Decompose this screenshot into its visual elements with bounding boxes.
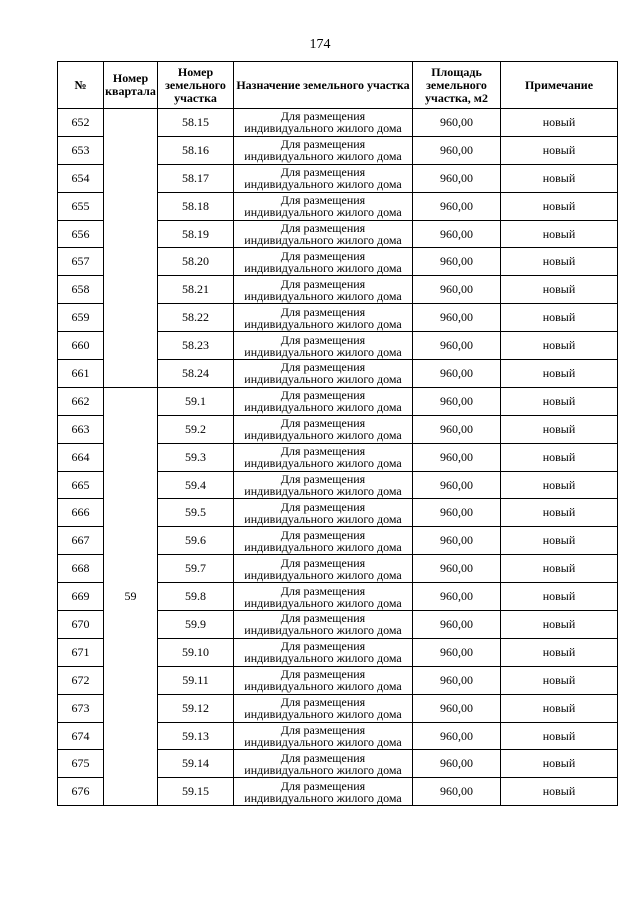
area-value: 960,00 xyxy=(413,304,501,332)
purpose-line-1: Для размещения xyxy=(280,667,366,682)
header-plot: Номер земельного участка xyxy=(158,62,234,109)
note-value: новый xyxy=(501,555,618,583)
area-value: 960,00 xyxy=(413,611,501,639)
area-value: 960,00 xyxy=(413,276,501,304)
purpose-cell xyxy=(234,248,413,276)
purpose-line-1: Для размещения xyxy=(280,360,366,375)
note-value: новый xyxy=(501,415,618,443)
row-number: 657 xyxy=(58,248,104,276)
purpose-line-2: индивидуального жилого дома xyxy=(244,121,402,136)
note-value: новый xyxy=(501,136,618,164)
table-body xyxy=(58,109,618,806)
area-value: 960,00 xyxy=(413,638,501,666)
purpose-line-2: индивидуального жилого дома xyxy=(244,428,402,443)
purpose-line-2: индивидуального жилого дома xyxy=(244,623,402,638)
row-number: 659 xyxy=(58,304,104,332)
area-value: 960,00 xyxy=(413,136,501,164)
purpose-line-1: Для размещения xyxy=(280,527,366,542)
purpose-cell xyxy=(234,220,413,248)
purpose-line-2: индивидуального жилого дома xyxy=(244,372,402,387)
block-number: 59 xyxy=(104,387,158,805)
note-value: новый xyxy=(501,666,618,694)
area-value: 960,00 xyxy=(413,583,501,611)
purpose-cell xyxy=(234,276,413,304)
area-value: 960,00 xyxy=(413,527,501,555)
purpose-cell xyxy=(234,304,413,332)
purpose-line-1: Для размещения xyxy=(280,778,366,793)
purpose-cell xyxy=(234,499,413,527)
purpose-line-2: индивидуального жилого дома xyxy=(244,177,402,192)
purpose-line-2: индивидуального жилого дома xyxy=(244,790,402,805)
row-number: 655 xyxy=(58,192,104,220)
purpose-line-2: индивидуального жилого дома xyxy=(244,651,402,666)
purpose-cell xyxy=(234,332,413,360)
area-value: 960,00 xyxy=(413,415,501,443)
area-value: 960,00 xyxy=(413,332,501,360)
note-value: новый xyxy=(501,583,618,611)
note-value: новый xyxy=(501,304,618,332)
purpose-line-1: Для размещения xyxy=(280,555,366,570)
purpose-cell xyxy=(234,192,413,220)
plot-number: 59.11 xyxy=(158,666,234,694)
page-number: 174 xyxy=(309,37,331,52)
purpose-line-1: Для размещения xyxy=(280,221,366,235)
row-number: 665 xyxy=(58,471,104,499)
area-value: 960,00 xyxy=(413,471,501,499)
purpose-line-2: индивидуального жилого дома xyxy=(244,456,402,471)
plot-number: 59.14 xyxy=(158,750,234,778)
purpose-line-1: Для размещения xyxy=(280,248,366,263)
header-block: Номер квартала xyxy=(104,62,158,109)
purpose-line-1: Для размещения xyxy=(280,639,366,654)
note-value: новый xyxy=(501,109,618,137)
header-area: Площадь земельного участка, м2 xyxy=(413,62,501,109)
plot-number: 59.4 xyxy=(158,471,234,499)
row-number: 667 xyxy=(58,527,104,555)
header-row xyxy=(58,62,618,109)
note-value: новый xyxy=(501,638,618,666)
purpose-cell xyxy=(234,638,413,666)
row-number: 671 xyxy=(58,638,104,666)
plot-number: 58.17 xyxy=(158,164,234,192)
purpose-cell xyxy=(234,360,413,388)
note-value: новый xyxy=(501,276,618,304)
purpose-line-1: Для размещения xyxy=(280,472,366,487)
purpose-line-2: индивидуального жилого дома xyxy=(244,735,402,750)
note-value: новый xyxy=(501,611,618,639)
purpose-line-1: Для размещения xyxy=(280,137,366,152)
area-value: 960,00 xyxy=(413,750,501,778)
header-purpose: Назначение земельного участка xyxy=(234,62,413,109)
plot-number: 58.15 xyxy=(158,109,234,137)
note-value: новый xyxy=(501,527,618,555)
note-value: новый xyxy=(501,164,618,192)
area-value: 960,00 xyxy=(413,192,501,220)
plot-number: 59.9 xyxy=(158,611,234,639)
purpose-line-2: индивидуального жилого дома xyxy=(244,316,402,331)
row-number: 675 xyxy=(58,750,104,778)
purpose-line-2: индивидуального жилого дома xyxy=(244,707,402,722)
plot-number: 58.19 xyxy=(158,220,234,248)
row-number: 673 xyxy=(58,694,104,722)
plot-number: 58.23 xyxy=(158,332,234,360)
area-value: 960,00 xyxy=(413,694,501,722)
purpose-line-2: индивидуального жилого дома xyxy=(244,762,402,777)
purpose-cell xyxy=(234,666,413,694)
purpose-line-1: Для размещения xyxy=(280,193,366,208)
note-value: новый xyxy=(501,499,618,527)
purpose-line-2: индивидуального жилого дома xyxy=(244,400,402,415)
area-value: 960,00 xyxy=(413,555,501,583)
purpose-line-2: индивидуального жилого дома xyxy=(244,679,402,694)
purpose-line-2: индивидуального жилого дома xyxy=(244,233,402,247)
plot-number: 59.10 xyxy=(158,638,234,666)
plot-number: 58.20 xyxy=(158,248,234,276)
purpose-line-2: индивидуального жилого дома xyxy=(244,595,402,610)
header-num: № xyxy=(58,62,104,109)
purpose-cell xyxy=(234,415,413,443)
row-number: 652 xyxy=(58,109,104,137)
row-number: 662 xyxy=(58,387,104,415)
table-header xyxy=(58,62,618,109)
purpose-line-1: Для размещения xyxy=(280,416,366,431)
purpose-line-2: индивидуального жилого дома xyxy=(244,260,402,275)
row-number: 658 xyxy=(58,276,104,304)
row-number: 656 xyxy=(58,220,104,248)
plot-number: 59.15 xyxy=(158,778,234,806)
plot-number: 58.21 xyxy=(158,276,234,304)
purpose-line-1: Для размещения xyxy=(280,444,366,459)
plot-number: 59.3 xyxy=(158,443,234,471)
row-number: 666 xyxy=(58,499,104,527)
row-number: 660 xyxy=(58,332,104,360)
row-number: 672 xyxy=(58,666,104,694)
area-value: 960,00 xyxy=(413,220,501,248)
note-value: новый xyxy=(501,778,618,806)
purpose-line-2: индивидуального жилого дома xyxy=(244,484,402,499)
purpose-line-1: Для размещения xyxy=(280,388,366,403)
area-value: 960,00 xyxy=(413,443,501,471)
row-number: 674 xyxy=(58,722,104,750)
purpose-cell xyxy=(234,387,413,415)
purpose-line-2: индивидуального жилого дома xyxy=(244,567,402,582)
purpose-cell xyxy=(234,583,413,611)
purpose-line-2: индивидуального жилого дома xyxy=(244,344,402,359)
area-value: 960,00 xyxy=(413,109,501,137)
row-number: 664 xyxy=(58,443,104,471)
purpose-cell xyxy=(234,443,413,471)
purpose-cell xyxy=(234,722,413,750)
area-value: 960,00 xyxy=(413,360,501,388)
purpose-line-2: индивидуального жилого дома xyxy=(244,149,402,164)
note-value: новый xyxy=(501,192,618,220)
area-value: 960,00 xyxy=(413,248,501,276)
purpose-cell xyxy=(234,750,413,778)
purpose-line-1: Для размещения xyxy=(280,695,366,710)
purpose-line-1: Для размещения xyxy=(280,165,366,180)
purpose-line-1: Для размещения xyxy=(280,611,366,626)
note-value: новый xyxy=(501,387,618,415)
purpose-line-2: индивидуального жилого дома xyxy=(244,205,402,220)
purpose-cell xyxy=(234,555,413,583)
area-value: 960,00 xyxy=(413,499,501,527)
land-plots-table xyxy=(57,61,618,806)
plot-number: 59.13 xyxy=(158,722,234,750)
purpose-cell xyxy=(234,136,413,164)
area-value: 960,00 xyxy=(413,164,501,192)
table-row xyxy=(58,387,618,415)
plot-number: 58.16 xyxy=(158,136,234,164)
purpose-line-2: индивидуального жилого дома xyxy=(244,511,402,526)
purpose-line-1: Для размещения xyxy=(280,583,366,598)
purpose-cell xyxy=(234,611,413,639)
purpose-cell xyxy=(234,109,413,137)
purpose-line-1: Для размещения xyxy=(280,723,366,738)
block-number xyxy=(104,109,158,388)
purpose-line-1: Для размещения xyxy=(280,750,366,765)
purpose-line-1: Для размещения xyxy=(280,499,366,514)
note-value: новый xyxy=(501,443,618,471)
plot-number: 59.7 xyxy=(158,555,234,583)
purpose-cell xyxy=(234,471,413,499)
plot-number: 59.5 xyxy=(158,499,234,527)
purpose-line-2: индивидуального жилого дома xyxy=(244,539,402,554)
note-value: новый xyxy=(501,360,618,388)
purpose-cell xyxy=(234,527,413,555)
purpose-cell xyxy=(234,164,413,192)
note-value: новый xyxy=(501,220,618,248)
purpose-line-2: индивидуального жилого дома xyxy=(244,288,402,303)
purpose-cell xyxy=(234,694,413,722)
table-row xyxy=(58,109,618,137)
plot-number: 59.2 xyxy=(158,415,234,443)
plot-number: 59.1 xyxy=(158,387,234,415)
purpose-line-1: Для размещения xyxy=(280,332,366,347)
note-value: новый xyxy=(501,722,618,750)
area-value: 960,00 xyxy=(413,778,501,806)
row-number: 668 xyxy=(58,555,104,583)
note-value: новый xyxy=(501,750,618,778)
note-value: новый xyxy=(501,471,618,499)
plot-number: 59.12 xyxy=(158,694,234,722)
purpose-cell xyxy=(234,778,413,806)
row-number: 669 xyxy=(58,583,104,611)
area-value: 960,00 xyxy=(413,722,501,750)
purpose-line-1: Для размещения xyxy=(280,109,366,124)
area-value: 960,00 xyxy=(413,666,501,694)
note-value: новый xyxy=(501,248,618,276)
purpose-line-1: Для размещения xyxy=(280,304,366,319)
plot-number: 59.8 xyxy=(158,583,234,611)
plot-number: 59.6 xyxy=(158,527,234,555)
row-number: 654 xyxy=(58,164,104,192)
plot-number: 58.18 xyxy=(158,192,234,220)
header-note: Примечание xyxy=(501,62,618,109)
purpose-line-1: Для размещения xyxy=(280,276,366,291)
plot-number: 58.24 xyxy=(158,360,234,388)
row-number: 676 xyxy=(58,778,104,806)
area-value: 960,00 xyxy=(413,387,501,415)
note-value: новый xyxy=(501,332,618,360)
note-value: новый xyxy=(501,694,618,722)
plot-number: 58.22 xyxy=(158,304,234,332)
row-number: 661 xyxy=(58,360,104,388)
row-number: 663 xyxy=(58,415,104,443)
row-number: 653 xyxy=(58,136,104,164)
row-number: 670 xyxy=(58,611,104,639)
